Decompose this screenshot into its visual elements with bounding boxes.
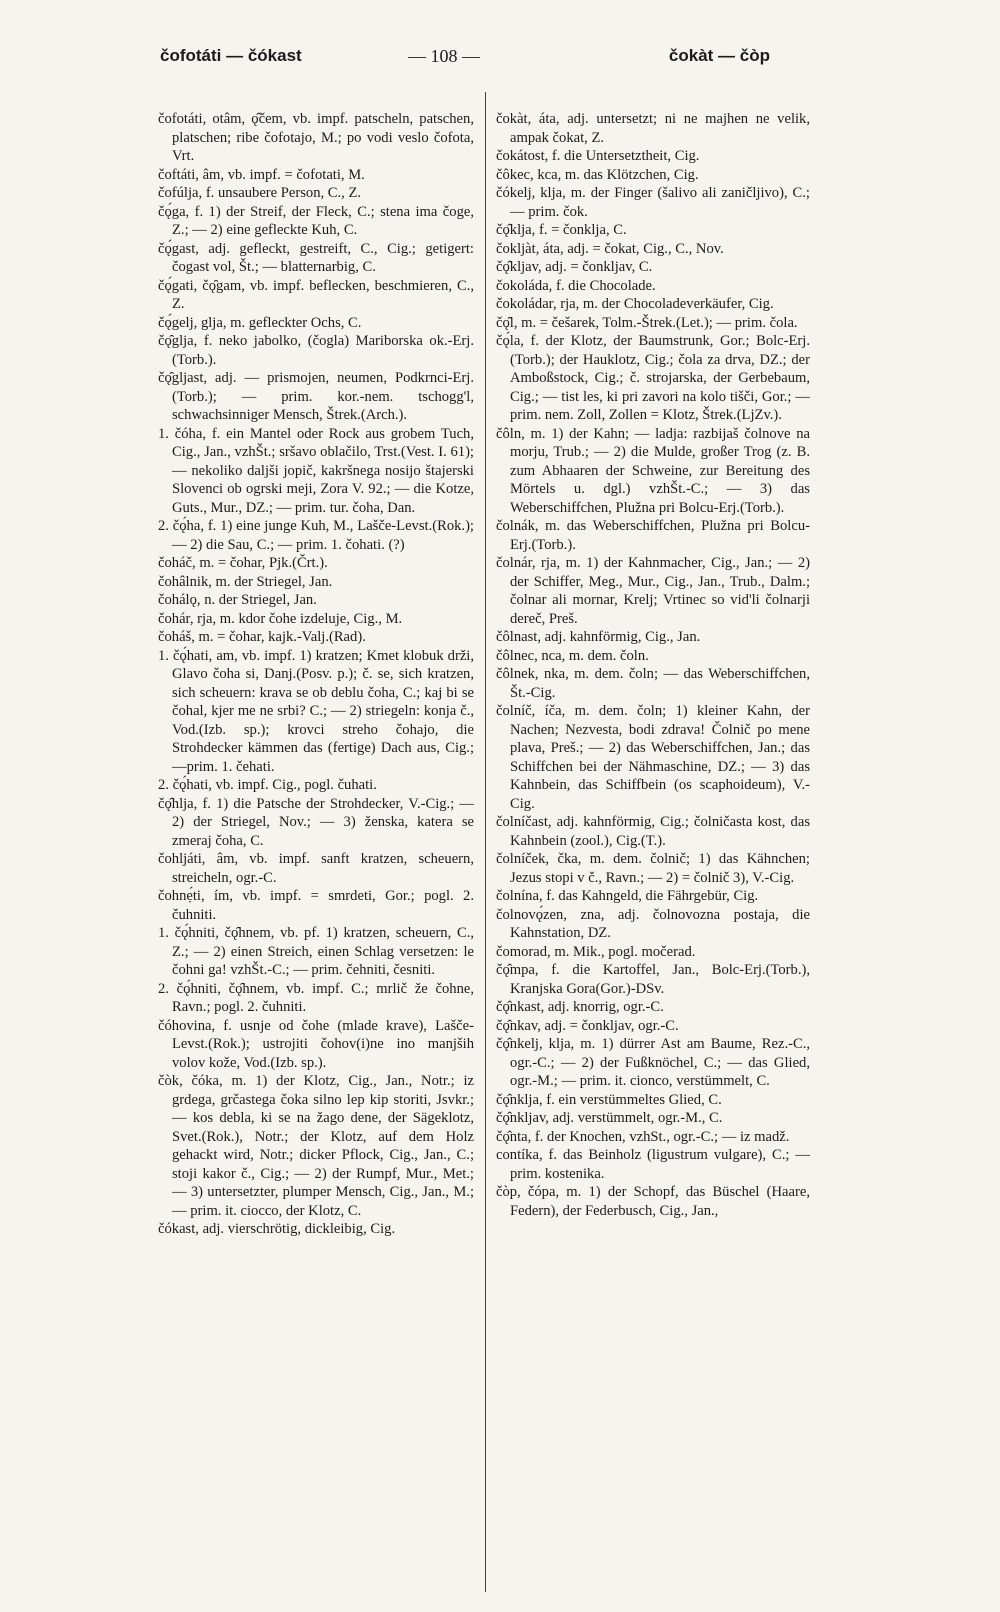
dictionary-entry: čomorad, m. Mik., pogl. močerad.: [496, 943, 696, 960]
dictionary-entry: čǫ̂nkast, adj. knorrig, ogr.-C.: [496, 999, 664, 1015]
dictionary-entry: čǫ̂nkav, adj. = čonkljav, ogr.-C.: [496, 1017, 679, 1034]
dictionary-entry: čohâlnik, m. der Striegel, Jan.: [158, 573, 333, 590]
dictionary-entry: čǫ̂nkljav, adj. verstümmelt, ogr.-M., C.: [496, 1110, 723, 1126]
dictionary-entry: čohár, rja, m. kdor čohe izdeluje, Cig., M.: [158, 610, 403, 627]
column-divider: [485, 92, 486, 1592]
right-column: [496, 110, 810, 1600]
header-guide-left: čofotáti — čókast: [160, 46, 302, 65]
header-guide-right: čokàt — čòp: [668, 46, 770, 65]
dictionary-entry: čôlnec, nca, m. dem. čoln.: [496, 647, 649, 664]
dictionary-entry: čǫ̑glja, f. neko jabolko, (čogla) Mariborska ok.-Erj.(Torb.).: [158, 333, 474, 368]
dictionary-entry: čokoláda, f. die Chocolade.: [496, 277, 656, 294]
dictionary-entry: čòk, čóka, m. 1) der Klotz, Cig., Jan., Notr.; iz grdega, grčastega čoka silno lep kip storiti, Jsvkr.; — kos debla, ki se na žago dene, der Sägeklotz, Svet.(Rok.), Notr.; der Klotz, auf dem Holz gehackt wird, Notr.; dicker Pflock, Cig., Jan., C.; stoji kakor č., Cig.; — 2) der Rumpf, Mur., Met.; — 3) untersetzter, plumper Mensch, Cig., Jan., M.; — prim. it. ciocco, der Klotz, C.: [158, 1073, 474, 1219]
dictionary-entry: contíka, f. das Beinholz (ligustrum vulgare), C.; — prim. kostenika.: [496, 1147, 810, 1182]
dictionary-entry: čǫ́gast, adj. gefleckt, gestreift, C., Cig.; getigert: čogast vol, Št.; — blatternarbig, C.: [158, 240, 474, 275]
dictionary-entry: čǫ̂hlja, f. 1) die Patsche der Strohdecker, V.-Cig.; — 2) der Striegel, Nov.; — 3) ženska, katera se zmeraj čoha, C.: [158, 795, 474, 849]
dictionary-entry: čǫ̂nklja, f. ein verstümmeltes Glied, C.: [496, 1091, 722, 1108]
dictionary-entry: 1. čǫ́hati, am, vb. impf. 1) kratzen; Kmet klobuk drži, Glavo čoha si, Danj.(Posv. p.); č. se, sich kratzen, sich scheuern: krava se ob deblu čoha, C.; kaj bi se čohal, kjer me ne srbi? C.; — 2) striegeln: konja č., Vod.(Izb. sp.); krovci streho čohajo, die Strohdecker kämmen das (fertige) Dach aus, Cig.; —prim. 1. čehati.: [158, 647, 474, 775]
dictionary-entry: čǫ̂klja, f. = čonklja, C.: [496, 222, 627, 238]
dictionary-entry: čofotáti, otâm, ǫ̂čem, vb. impf. patscheln, patschen, platschen; ribe čofotajo, M.; po vodi veslo čofota, Vrt.: [158, 111, 474, 164]
dictionary-entry: čolníčast, adj. kahnförmig, Cig.; čolničasta kost, das Kahnbein (zool.), Cig.(T.).: [496, 814, 810, 849]
dictionary-entry: 2. čǫ́hniti, čǫ̑hnem, vb. impf. C.; mrlič že čohne, Ravn.; pogl. 2. čuhniti.: [158, 980, 474, 1015]
dictionary-entry: 1. čóha, f. ein Mantel oder Rock aus grobem Tuch, Cig., Jan., vzhŠt.; sršavo oblačilo, Trst.(Vest. I. 61); — nekoliko daljši jopič, kakršnega nosijo štajerski Slovenci ob ogrski meji, Zora V. 92.; — die Kotze, Guts., Mur., DZ.; — prim. tur. čoha, Dan.: [158, 425, 474, 516]
dictionary-entry: čǫ̂mpa, f. die Kartoffel, Jan., Bolc-Erj.(Torb.), Kranjska Gora(Gor.)-DSv.: [496, 962, 810, 997]
dictionary-entry: čokátost, f. die Untersetztheit, Cig.: [496, 148, 700, 164]
dictionary-entry: čóhovina, f. usnje od čohe (mlade krave), Lašče-Levst.(Rok.); ustrojiti čohov(i)ne ino manjših volov kože, Vod.(Izb. sp.).: [158, 1017, 474, 1071]
dictionary-entry: čǫ́ga, f. 1) der Streif, der Fleck, C.; stena ima čoge, Z.; — 2) eine gefleckte Kuh, C.: [158, 203, 474, 238]
dictionary-entry: čòp, čópa, m. 1) der Schopf, das Büschel (Haare, Federn), der Federbusch, Cig., Jan.,: [496, 1184, 810, 1219]
page-header: [160, 46, 770, 76]
dictionary-entry: čókast, adj. vierschrötig, dickleibig, Cig.: [158, 1221, 396, 1237]
dictionary-entry: čokoládar, rja, m. der Chocoladeverkäufer, Cig.: [496, 296, 774, 312]
dictionary-entry: čohnẹ́ti, ím, vb. impf. = smrdeti, Gor.; pogl. 2. čuhniti.: [158, 888, 474, 923]
dictionary-entry: čôkec, kca, m. das Klötzchen, Cig.: [496, 166, 699, 183]
dictionary-entry: čoháš, m. = čohar, kajk.-Valj.(Rad).: [158, 629, 366, 645]
dictionary-entry: čolnár, rja, m. 1) der Kahnmacher, Cig., Jan.; — 2) der Schiffer, Meg., Mur., Cig., Jan., Trub., Dalm.; čolnar ali mornar, Krelj; Vrtinec so vid'li čolnarji dereč, Preš.: [496, 555, 810, 627]
dictionary-entry: čolnovǫ́zen, zna, adj. čolnovozna postaja, die Kahnstation, DZ.: [496, 906, 810, 941]
dictionary-entry: čôlnast, adj. kahnförmig, Cig., Jan.: [496, 629, 701, 645]
dictionary-entry: čǫ̑gljast, adj. — prismojen, neumen, Podkrnci-Erj.(Torb.); — prim. kor.-nem. tschogg'l, schwachsinniger Mensch, Štrek.(Arch.).: [158, 370, 474, 423]
dictionary-entry: čǫ́gelj, glja, m. gefleckter Ochs, C.: [158, 314, 362, 331]
dictionary-entry: čofúlja, f. unsaubere Person, C., Z.: [158, 185, 362, 201]
dictionary-entry: čókelj, klja, m. der Finger (šalivo ali zaničljivo), C.; — prim. čok.: [496, 185, 810, 220]
dictionary-entry: čolníček, čka, m. dem. čolnič; 1) das Kähnchen; Jezus stopi v č., Ravn.; — 2) = čolnič 3), V.-Cig.: [496, 851, 810, 886]
page-number: — 108 —: [408, 46, 480, 66]
dictionary-entry: 2. čǫ́ha, f. 1) eine junge Kuh, M., Lašče-Levst.(Rok.); — 2) die Sau, C.; — prim. 1. čohati. (?): [158, 518, 474, 553]
dictionary-entry: čôlnek, nka, m. dem. čoln; — das Weberschiffchen, Št.-Cig.: [496, 666, 810, 701]
dictionary-entry: čǫ̑l, m. = češarek, Tolm.-Štrek.(Let.); — prim. čola.: [496, 314, 798, 331]
dictionary-entry: čǫ̂kljav, adj. = čonkljav, C.: [496, 259, 653, 275]
dictionary-entry: čoháč, m. = čohar, Pjk.(Črt.).: [158, 555, 328, 571]
dictionary-entry: čǫ̂nkelj, klja, m. 1) dürrer Ast am Baume, Rez.-C., ogr.-C.; — 2) der Fußknöchel, C.; — das Glied, ogr.-M.; — prim. it. cionco, verstümmelt, C.: [496, 1036, 810, 1089]
dictionary-entry: čolnína, f. das Kahngeld, die Fährgebür, Cig.: [496, 888, 759, 904]
dictionary-entry: čolnák, m. das Weberschiffchen, Plužna pri Bolcu-Erj.(Torb.).: [496, 518, 810, 553]
dictionary-entry: čohálǫ, n. der Striegel, Jan.: [158, 592, 317, 608]
dictionary-entry: čohljáti, âm, vb. impf. sanft kratzen, scheuern, streicheln, ogr.-C.: [158, 851, 474, 886]
dictionary-entry: čǫ̂nta, f. der Knochen, vzhSt., ogr.-C.; — iz madž.: [496, 1128, 790, 1145]
dictionary-entry: čolníč, íča, m. dem. čoln; 1) kleiner Kahn, der Nachen; Nezvesta, bodi zdrava! Čolnič po mene plava, Preš.; — 2) das Weberschiffchen, Jan.; das Schiffchen bei der Nähmaschine, DZ.; — 3) das Kahnbein, das Schiffbein (os scaphoideum), V.-Cig.: [496, 703, 810, 812]
dictionary-entry: 2. čǫ́hati, vb. impf. Cig., pogl. čuhati.: [158, 777, 377, 793]
dictionary-entry: čokàt, áta, adj. untersetzt; ni ne majhen ne velik, ampak čokat, Z.: [496, 111, 810, 146]
dictionary-entry: čǫ́gati, čǫ̑gam, vb. impf. beflecken, beschmieren, C., Z.: [158, 277, 474, 312]
dictionary-entry: čokljàt, áta, adj. = čokat, Cig., C., Nov.: [496, 240, 724, 257]
dictionary-entry: čoftáti, âm, vb. impf. = čofotati, M.: [158, 166, 365, 183]
dictionary-entry: 1. čǫ́hniti, čǫ̑hnem, vb. pf. 1) kratzen, scheuern, C., Z.; — 2) einen Streich, einen Schlag versetzen: le čohni ga! vzhŠt.-C.; — prim. čehniti, česniti.: [158, 925, 474, 978]
left-column: [158, 110, 474, 1600]
dictionary-entry: čôln, m. 1) der Kahn; — ladja: razbijaš čolnove na morju, Trub.; — 2) die Mulde, großer Trog (z. B. zum Abhaaren der Schweine, zur Bereitung des Mörtels u. dgl.) vzhŠt.-C.; — 3) das Weberschiffchen, Plužna pri Bolcu-Erj.(Torb.).: [496, 425, 810, 516]
dictionary-entry: čǫ́la, f. der Klotz, der Baumstrunk, Gor.; Bolc-Erj.(Torb.); der Hauklotz, Cig.; čola za drva, DZ.; der Amboßstock, Cig.; č. strojarska, der Gerbebaum, Cig.; — tist les, ki pri zavori na kolo tišči, Gor.; — prim. nem. Zoll, Zollen = Klotz, Štrek.(LjZv.).: [496, 333, 810, 423]
